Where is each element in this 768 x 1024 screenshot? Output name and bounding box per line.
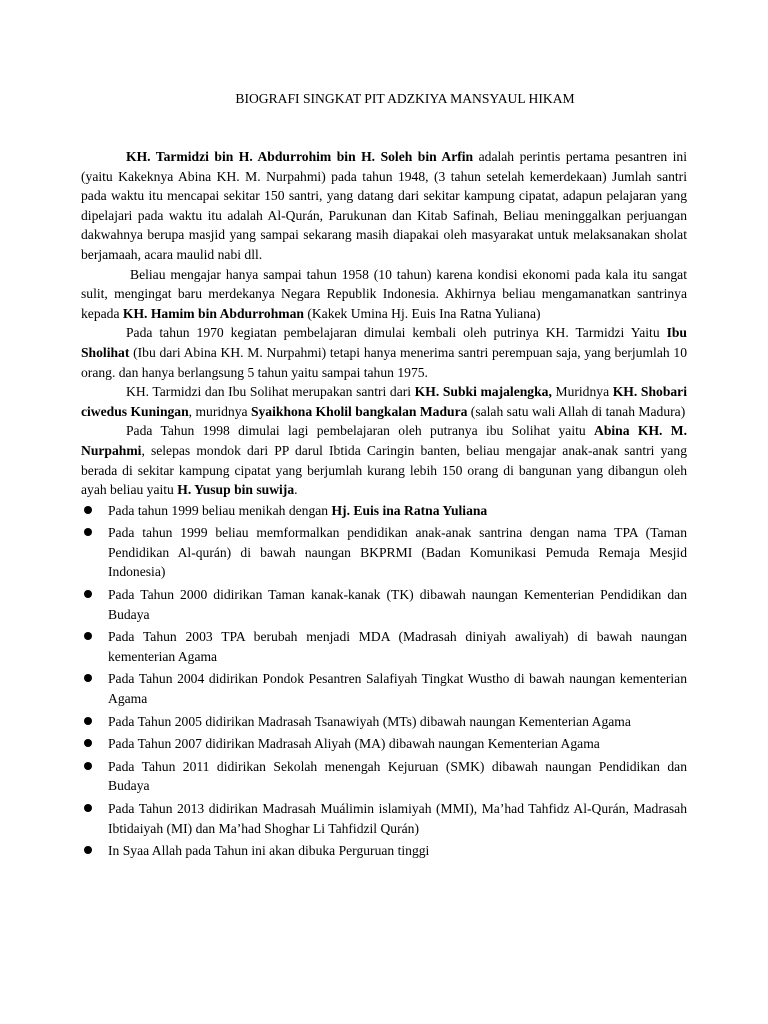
list-item xyxy=(81,669,687,708)
list-item-text: Pada Tahun 2013 didirikan Madrasah Muálimin islamiyah (MMI), Ma’had Tahfidz Al-Qurán, Madrasah Ibtidaiyah (MI) dan Ma’had Shoghar Li Tahfidzil Qurán) xyxy=(108,801,687,836)
list-item-text: Pada Tahun 2004 didirikan Pondok Pesantren Salafiyah Tingkat Wustho di bawah naungan kementerian Agama xyxy=(108,671,687,707)
list-item xyxy=(81,523,687,582)
bullet-icon xyxy=(84,506,92,514)
list-item-text: Pada Tahun 2005 didirikan Madrasah Tsanawiyah (MTs) dibawah naungan Kementerian Agama xyxy=(108,713,631,729)
paragraph-5 xyxy=(81,421,687,499)
paragraph-text: Beliau mengajar hanya sampai tahun 1958 (10 tahun) karena kondisi ekonomi pada kala itu sangat sulit, mengingat baru merdekanya Negara Republik Indonesia. Akhirnya beliau mengamanatkan santrinya kepada xyxy=(81,266,687,321)
paragraph-text: KH. Tarmidzi dan Ibu Solihat merupakan santri dari xyxy=(126,384,415,400)
list-item xyxy=(81,734,687,754)
paragraph-4 xyxy=(81,382,687,421)
list-item-text: Pada Tahun 2003 TPA berubah menjadi MDA (Madrasah diniyah awaliyah) di bawah naungan kementerian Agama xyxy=(108,629,687,664)
paragraph-text: (Kakek Umina Hj. Euis Ina Ratna Yuliana) xyxy=(303,305,541,321)
paragraph-3 xyxy=(81,323,687,382)
bullet-icon xyxy=(84,804,92,812)
bullet-icon xyxy=(84,632,92,640)
bullet-icon xyxy=(84,674,92,682)
bold-name: Syaikhona Kholil bangkalan Madura xyxy=(250,403,468,419)
list-item-text: Pada tahun 1999 beliau menikah dengan xyxy=(108,502,332,518)
bullet-icon xyxy=(84,739,92,747)
bold-name: Ibu Sholihat xyxy=(81,325,687,360)
paragraph-text: (Ibu dari Abina KH. M. Nurpahmi) tetapi hanya menerima santri perempuan saja, yang berjumlah 10 orang. dan hanya berlangsung 5 tahun yaitu sampai tahun 1975. xyxy=(81,344,687,380)
paragraph-text: , muridnya xyxy=(188,403,251,419)
bullet-icon xyxy=(84,528,92,536)
list-item xyxy=(81,627,687,666)
bullet-icon xyxy=(84,762,92,770)
list-item-text: In Syaa Allah pada Tahun ini akan dibuka Perguruan tinggi xyxy=(108,843,430,859)
paragraph-2 xyxy=(81,265,687,324)
bold-name: Abina KH. M. Nurpahmi xyxy=(81,423,687,458)
bold-name: Hj. Euis ina Ratna Yuliana xyxy=(331,502,488,518)
bold-name: KH. Tarmidzi bin H. Abdurrohim bin H. Soleh bin Arfin xyxy=(126,149,474,164)
list-item xyxy=(81,757,687,796)
paragraph-text: (salah satu wali Allah di tanah Madura) xyxy=(467,403,686,419)
paragraph-text: Muridnya xyxy=(551,384,613,400)
list-item xyxy=(81,501,687,521)
bold-name: KH. Subki majalengka, xyxy=(414,384,552,400)
list-item-text: Pada Tahun 2011 didirikan Sekolah menengah Kejuruan (SMK) dibawah naungan Pendidikan dan Budaya xyxy=(108,758,687,794)
bullet-icon xyxy=(84,717,92,725)
paragraph-text: , selepas mondok dari PP darul Ibtida Caringin banten, beliau mengajar anak-anak santri yang berada di sekitar kampung cipatat yang berjumlah kurang lebih 150 orang di bangunan yang dibangun oleh ayah beliau yaitu xyxy=(81,442,687,498)
list-item xyxy=(81,712,687,732)
list-item xyxy=(81,841,687,861)
paragraph-1 xyxy=(81,147,687,265)
list-item-text: Pada Tahun 2007 didirikan Madrasah Aliyah (MA) dibawah naungan Kementerian Agama xyxy=(108,736,600,752)
paragraph-text: . xyxy=(294,482,298,498)
list-item xyxy=(81,799,687,838)
bullet-icon xyxy=(84,846,92,854)
paragraph-text: Pada Tahun 1998 dimulai lagi pembelajaran oleh putranya ibu Solihat yaitu xyxy=(126,423,595,439)
bold-name: H. Yusup bin suwija xyxy=(177,482,295,498)
document-body xyxy=(81,147,687,864)
paragraph-text: Pada tahun 1970 kegiatan pembelajaran dimulai kembali oleh putrinya KH. Tarmidzi Yaitu xyxy=(126,325,667,341)
list-item-text: Pada tahun 1999 beliau memformalkan pendidikan anak-anak santrina dengan nama TPA (Taman Pendidikan Al-qurán) di bawah naungan BKPRMI (Badan Komunikasi Pemuda Remaja Mesjid Indonesia) xyxy=(108,525,687,580)
milestone-list xyxy=(81,501,687,861)
bullet-icon xyxy=(84,590,92,598)
list-item-text: Pada Tahun 2000 didirikan Taman kanak-kanak (TK) dibawah naungan Kementerian Pendidikan dan Budaya xyxy=(108,587,687,622)
paragraph-text: adalah perintis pertama pesantren ini (yaitu Kakeknya Abina KH. M. Nurpahmi) pada tahun 1948, (3 tahun setelah kemerdekaan) Jumlah santri pada waktu itu mencapai sekitar 150 santri, yang datang dari sekitar kampung cipatat, adapun pelajaran yang dipelajari pada waktu itu adalah Al-Qurán, Parukunan dan Kitab Safinah, Beliau meninggalkan perjuangan dakwahnya berupa masjid yang sampai sekarang masih diapakai oleh masyarakat untuk melaksanakan sholat berjamaah, acara maulid nabi dll. xyxy=(81,149,687,262)
document-title: BIOGRAFI SINGKAT PIT ADZKIYA MANSYAUL HIKAM xyxy=(235,91,575,106)
bold-name: KH. Hamim bin Abdurrohman xyxy=(122,305,304,321)
list-item xyxy=(81,585,687,624)
bold-name: KH. Shobari ciwedus Kuningan xyxy=(81,384,687,419)
